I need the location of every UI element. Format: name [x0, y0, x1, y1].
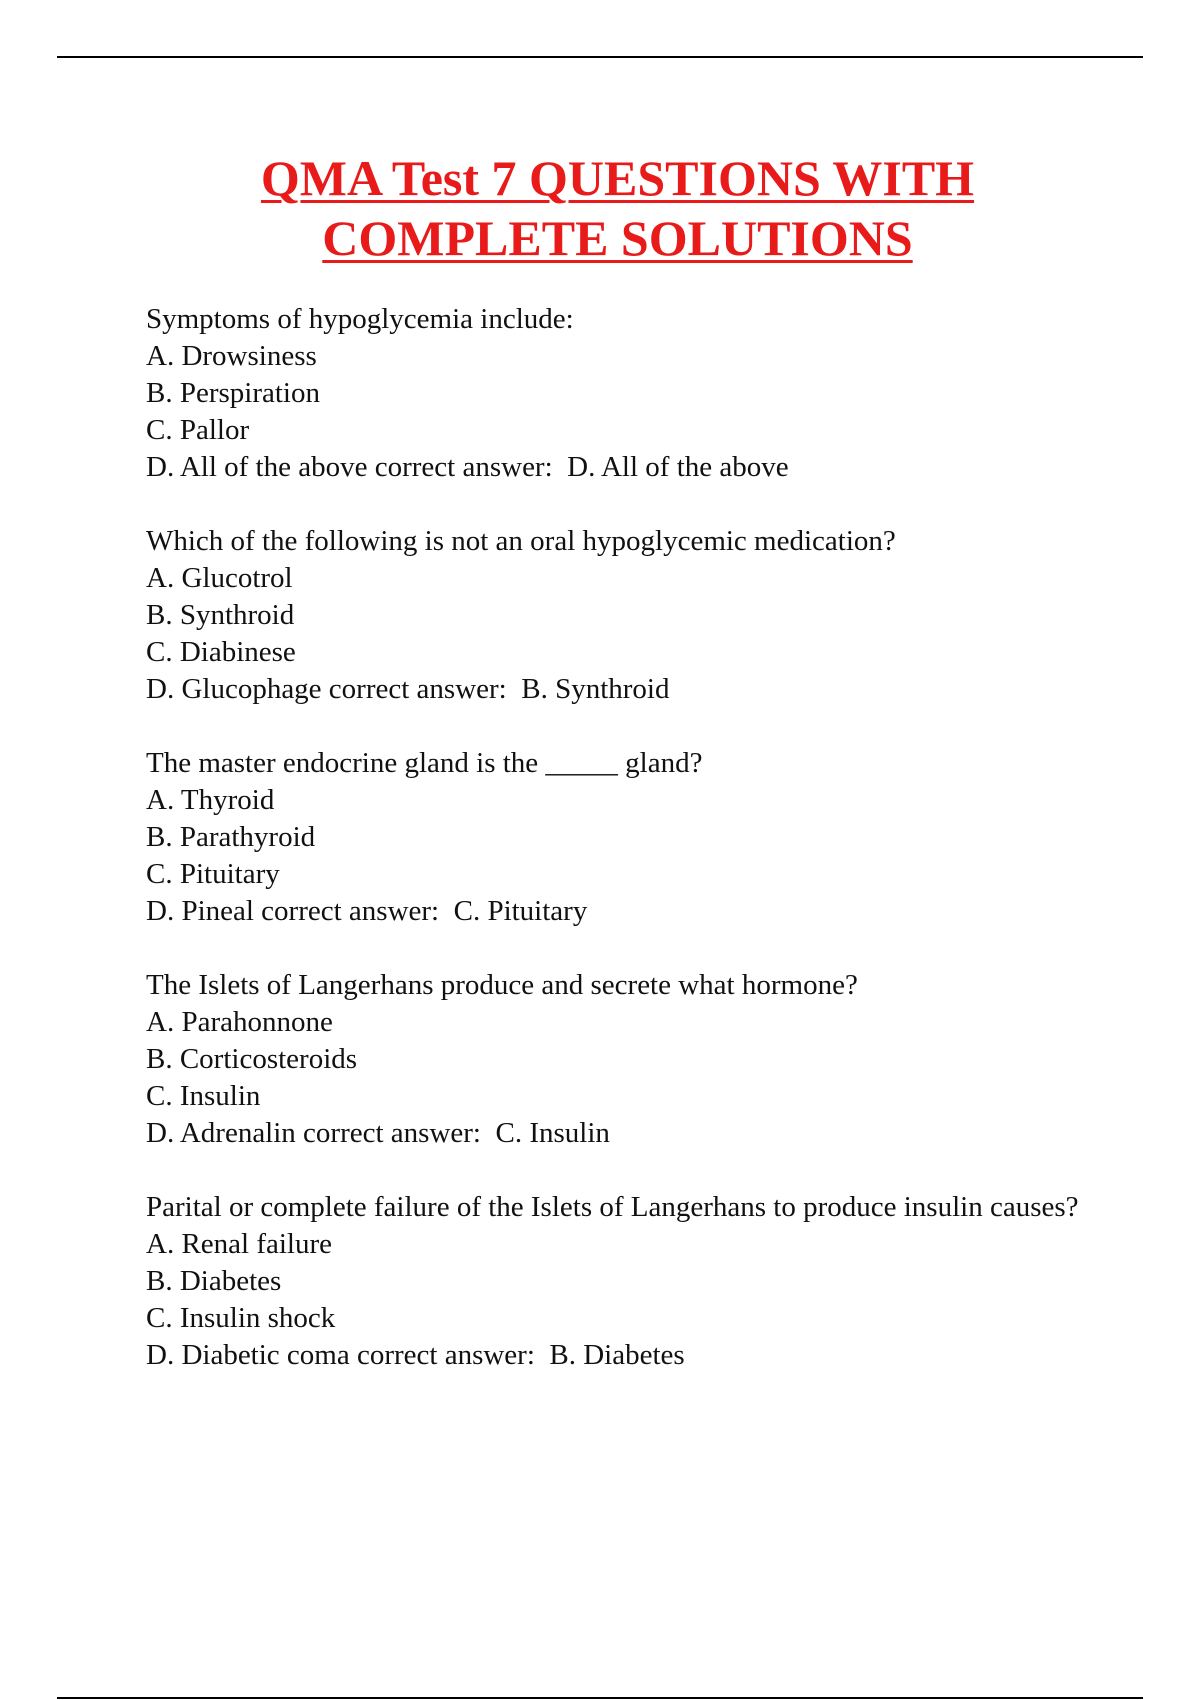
option-a: A. Parahonnone: [146, 1006, 333, 1038]
question-block: [146, 967, 1106, 1152]
question-text: Symptoms of hypoglycemia include:: [146, 303, 574, 335]
question-text: Parital or complete failure of the Islets of Langerhans to produce insulin causes?: [146, 1191, 1079, 1223]
option-b: B. Synthroid: [146, 599, 295, 631]
question-text: The Islets of Langerhans produce and secrete what hormone?: [146, 969, 858, 1001]
option-b: B. Perspiration: [146, 377, 320, 409]
option-a: A. Thyroid: [146, 784, 275, 816]
title-line-1: QMA Test 7 QUESTIONS WITH: [260, 150, 975, 206]
option-c: C. Insulin: [146, 1080, 261, 1112]
question-block: [146, 1189, 1106, 1374]
question-text: Which of the following is not an oral hypoglycemic medication?: [146, 525, 896, 557]
option-c: C. Diabinese: [146, 636, 296, 668]
option-c: C. Pituitary: [146, 858, 280, 890]
option-c: C. Insulin shock: [146, 1302, 336, 1334]
title-line-2: COMPLETE SOLUTIONS: [322, 210, 913, 266]
question-block: [146, 523, 1106, 708]
question-block: [146, 745, 1106, 930]
option-d-with-answer: D. Glucophage correct answer: B. Synthroid: [146, 673, 670, 705]
option-d-with-answer: D. Pineal correct answer: C. Pituitary: [146, 895, 588, 927]
document-title: [0, 148, 1200, 268]
footer-rule: [57, 1697, 1143, 1699]
question-list: [146, 301, 1106, 1411]
question-block: [146, 301, 1106, 486]
header-rule: [57, 56, 1143, 58]
option-a: A. Renal failure: [146, 1228, 333, 1260]
option-a: A. Glucotrol: [146, 562, 293, 594]
question-text: The master endocrine gland is the _____ gland?: [146, 747, 703, 779]
option-d-with-answer: D. All of the above correct answer: D. All of the above: [146, 451, 789, 483]
option-c: C. Pallor: [146, 414, 250, 446]
option-b: B. Diabetes: [146, 1265, 282, 1297]
option-d-with-answer: D. Diabetic coma correct answer: B. Diabetes: [146, 1339, 685, 1371]
option-b: B. Corticosteroids: [146, 1043, 358, 1075]
option-b: B. Parathyroid: [146, 821, 316, 853]
option-d-with-answer: D. Adrenalin correct answer: C. Insulin: [146, 1117, 610, 1149]
option-a: A. Drowsiness: [146, 340, 317, 372]
